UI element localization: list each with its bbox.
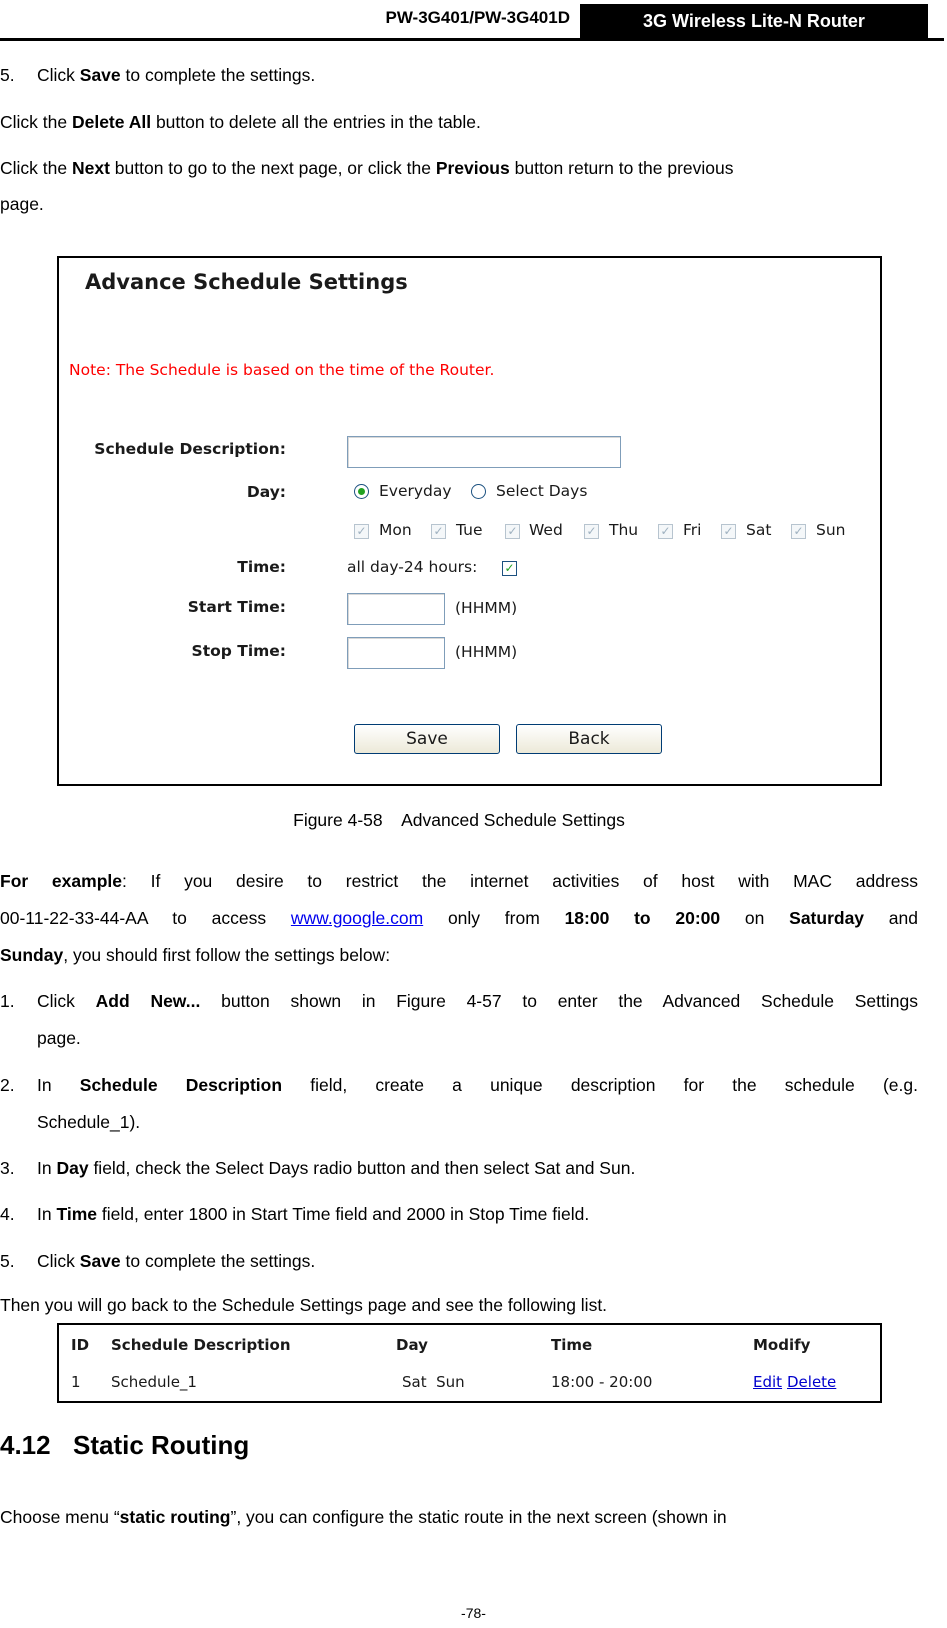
table-header-day: Day xyxy=(396,1336,428,1354)
day-checkbox-wed[interactable]: ✓ xyxy=(505,524,520,539)
section-heading: 4.12 Static Routing xyxy=(0,1430,250,1460)
then-text: Then you will go back to the Schedule Settings page and see the following list. xyxy=(0,1295,608,1315)
day-label-mon: Mon xyxy=(379,521,412,539)
table-header-modify: Modify xyxy=(753,1336,811,1354)
schedule-description-input[interactable] xyxy=(347,436,621,468)
day-label-fri: Fri xyxy=(683,521,702,539)
step2: 2. In Schedule Description field, create a unique description for the schedule (e.g. xyxy=(0,1075,918,1095)
day-label-thu: Thu xyxy=(609,521,639,539)
table-header-id: ID xyxy=(71,1336,90,1354)
everyday-label: Everyday xyxy=(379,482,452,500)
day-label: Day: xyxy=(246,483,286,501)
stop-time-format: (HHMM) xyxy=(455,643,518,661)
start-time-input[interactable] xyxy=(347,593,445,625)
figure-title: Advance Schedule Settings xyxy=(85,270,408,294)
select-days-radio[interactable] xyxy=(471,484,486,499)
step1: 1. Click Add New... button shown in Figure 4-57 to enter the Advanced Schedule Settings xyxy=(0,991,918,1011)
example-line2: 00-11-22-33-44-AA to access www.google.com only from 18:00 to 20:00 on Saturday and xyxy=(0,908,918,928)
day-checkbox-tue[interactable]: ✓ xyxy=(431,524,446,539)
table-header-description: Schedule Description xyxy=(111,1336,291,1354)
table-header-time: Time xyxy=(551,1336,593,1354)
next-previous-text: Click the Next button to go to the next page, or click the Previous button return to the previous xyxy=(0,158,734,178)
page-number: -78- xyxy=(461,1605,486,1621)
day-label-sun: Sun xyxy=(816,521,846,539)
table-cell-time: 18:00 - 20:00 xyxy=(551,1373,653,1391)
table-cell-description: Schedule_1 xyxy=(111,1373,197,1391)
day-checkbox-mon[interactable]: ✓ xyxy=(354,524,369,539)
day-checkbox-sun[interactable]: ✓ xyxy=(791,524,806,539)
schedule-note: Note: The Schedule is based on the time of the Router. xyxy=(69,361,495,379)
stop-time-input[interactable] xyxy=(347,637,445,669)
day-checkbox-sat[interactable]: ✓ xyxy=(721,524,736,539)
table-cell-day: Sat Sun xyxy=(402,1373,465,1391)
start-time-label: Start Time: xyxy=(187,598,286,616)
step5-top: 5. Click Save to complete the settings. xyxy=(0,65,316,85)
delete-all-text: Click the Delete All button to delete all the entries in the table. xyxy=(0,112,481,132)
step3: 3. In Day field, check the Select Days radio button and then select Sat and Sun. xyxy=(0,1158,636,1178)
step2-line2: Schedule_1). xyxy=(37,1112,141,1132)
header-model: PW-3G401/PW-3G401D xyxy=(385,8,570,27)
select-days-label: Select Days xyxy=(496,482,588,500)
all-day-checkbox[interactable]: ✓ xyxy=(502,561,517,576)
google-link[interactable]: www.google.com xyxy=(290,908,424,928)
save-button[interactable]: Save xyxy=(354,724,500,754)
time-label: Time: xyxy=(237,558,286,576)
day-checkbox-thu[interactable]: ✓ xyxy=(584,524,599,539)
back-button[interactable]: Back xyxy=(516,724,662,754)
next-previous-text-line2: page. xyxy=(0,194,44,214)
choose-menu-text: Choose menu “static routing”, you can configure the static route in the next screen (shown in xyxy=(0,1507,727,1527)
example-line3: Sunday, you should first follow the settings below: xyxy=(0,945,391,965)
step4: 4. In Time field, enter 1800 in Start Time field and 2000 in Stop Time field. xyxy=(0,1204,590,1224)
figure-caption: Figure 4-58 Advanced Schedule Settings xyxy=(293,810,625,830)
day-checkbox-fri[interactable]: ✓ xyxy=(658,524,673,539)
step5: 5. Click Save to complete the settings. xyxy=(0,1251,316,1271)
advance-schedule-settings-figure xyxy=(57,256,882,786)
day-label-wed: Wed xyxy=(529,521,563,539)
delete-link[interactable]: Delete xyxy=(787,1373,837,1391)
schedule-list-table xyxy=(57,1323,882,1403)
all-day-label: all day-24 hours: xyxy=(347,558,478,576)
header-rule xyxy=(0,38,944,41)
edit-link[interactable]: Edit xyxy=(753,1373,783,1391)
everyday-radio[interactable] xyxy=(354,484,369,499)
header-product: 3G Wireless Lite-N Router xyxy=(580,4,928,38)
day-label-tue: Tue xyxy=(456,521,483,539)
stop-time-label: Stop Time: xyxy=(191,642,286,660)
start-time-format: (HHMM) xyxy=(455,599,518,617)
table-cell-id: 1 xyxy=(71,1373,81,1391)
schedule-description-label: Schedule Description: xyxy=(94,440,286,458)
step1-line2: page. xyxy=(37,1028,81,1048)
day-label-sat: Sat xyxy=(746,521,772,539)
example-line1: For example: If you desire to restrict the internet activities of host with MAC address xyxy=(0,871,918,891)
